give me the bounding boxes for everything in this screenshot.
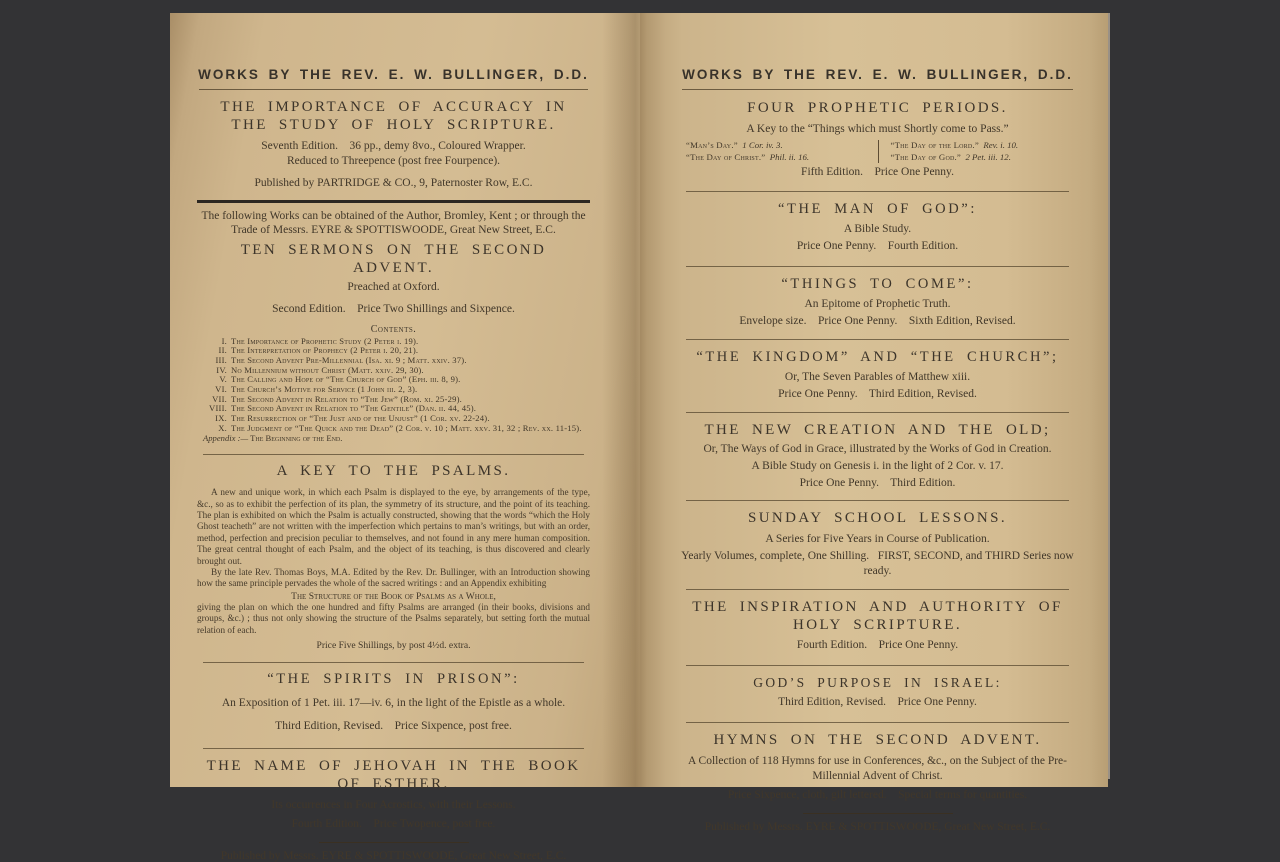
- things-to-come-line1: An Epitome of Prophetic Truth.: [804, 298, 951, 311]
- accuracy-price: Reduced to Threepence (post free Fourpence).: [286, 155, 501, 168]
- esther-line2: Fourth Edition. Price Twopence, post free.: [291, 818, 496, 831]
- book-scan: [170, 13, 1108, 862]
- left-page-header: WORKS BY THE REV. E. W. BULLINGER, D.D.: [198, 67, 589, 82]
- section-rule: [686, 589, 1069, 590]
- contents-item: V. The Calling and Hope of “The Church of God” (Eph. iii. 8, 9).: [219, 374, 461, 385]
- contents-list: [197, 337, 590, 444]
- section-rule: [686, 339, 1069, 340]
- section-sunday-school: [680, 510, 1075, 579]
- four-periods-title: FOUR PROPHETIC PERIODS.: [747, 100, 1008, 116]
- things-to-come-line2: Envelope size. Price One Penny. Sixth Edition, Revised.: [739, 315, 1016, 328]
- contents-item: VII. The Second Advent in Relation to “The Jew” (Rom. xi. 25-29).: [212, 393, 463, 404]
- section-four-periods: [680, 100, 1075, 180]
- section-ten-sermons: [197, 242, 590, 443]
- contents-heading: Contents.: [370, 323, 417, 335]
- right-publisher: Published by Messrs. EYRE & SPOTTISWOODE, Great New Street, E.C.: [704, 820, 1051, 833]
- accuracy-title: THE IMPORTANCE OF ACCURACY IN THE STUDY OF HOLY SCRIPTURE.: [220, 99, 567, 133]
- right-page-header: WORKS BY THE REV. E. W. BULLINGER, D.D.: [682, 67, 1073, 82]
- spirits-line1: An Exposition of 1 Pet. iii. 17—iv. 6, in the light of the Epistle as a whole.: [221, 697, 566, 710]
- hymns-title: HYMNS ON THE SECOND ADVENT.: [713, 732, 1042, 749]
- sunday-school-title: SUNDAY SCHOOL LESSONS.: [747, 510, 1008, 527]
- contents-item: III. The Second Advent Pre-Millennial (Isa. xi. 9 ; Matt. xxiv. 37).: [215, 354, 467, 365]
- contents-item: I. The Importance of Prophetic Study (2 Peter i. 19).: [221, 335, 419, 346]
- new-creation-line2: A Bible Study on Genesis i. in the light of 2 Cor. v. 17.: [751, 459, 1004, 472]
- spirits-title: “THE SPIRITS IN PRISON”:: [267, 671, 520, 688]
- section-rule: [686, 191, 1069, 192]
- four-periods-refs: [680, 140, 1075, 164]
- page-left: [170, 13, 640, 862]
- ref-line: “The Day of Christ.” Phil. ii. 16.: [686, 151, 810, 162]
- new-creation-line1: Or, The Ways of God in Grace, illustrated by the Works of God in Creation.: [703, 442, 1052, 455]
- refs-col-left: [680, 140, 878, 164]
- section-rule: [203, 748, 584, 749]
- spirits-line2: Third Edition, Revised. Price Sixpence, post free.: [275, 719, 512, 732]
- heavy-rule: [197, 200, 590, 203]
- accuracy-edition: Seventh Edition. 36 pp., demy 8vo., Coloured Wrapper.: [261, 140, 526, 153]
- accuracy-publisher: Published by PARTRIDGE & CO., 9, Paternoster Row, E.C.: [254, 177, 533, 190]
- page-right: [640, 13, 1108, 833]
- ten-sermons-title: TEN SERMONS ON THE SECOND ADVENT.: [240, 242, 547, 276]
- kingdom-church-line2: Price One Penny. Third Edition, Revised.: [778, 388, 977, 400]
- header-rule-left: [199, 89, 588, 90]
- section-accuracy: [197, 99, 590, 191]
- ten-sermons-edition: Second Edition. Price Two Shillings and Sixpence.: [272, 302, 515, 315]
- contents-appendix: Appendix :— The Beginning of the End.: [203, 432, 343, 443]
- man-of-god-title: “THE MAN OF GOD”:: [778, 201, 977, 218]
- section-rule: [203, 662, 584, 663]
- psalms-para3: giving the plan on which the one hundred and fifty Psalms are arranged (in their books, divisions and groups, &c.) ; thus not only showing the structure of the Psalms separately, but setting forth the mutual relation of each.: [197, 601, 590, 635]
- section-spirits: [197, 671, 590, 734]
- ref-line: “Man’s Day.” 1 Cor. iv. 3.: [686, 139, 783, 150]
- esther-title: THE NAME OF JEHOVAH IN THE BOOK OF ESTHER.: [206, 757, 581, 792]
- section-gods-purpose: [680, 675, 1075, 710]
- header-rule-right: [682, 89, 1073, 90]
- section-rule: [686, 412, 1069, 413]
- refs-col-right: [878, 140, 1076, 164]
- section-kingdom-church: [680, 349, 1075, 402]
- hymns-line1: A Collection of 118 Hymns for use in Conferences, &c., on the Subject of the Pre-Millennial Advent of Christ.: [688, 754, 1067, 782]
- sunday-school-line2: Yearly Volumes, complete, One Shilling. FIRST, SECOND, and THIRD Series now ready.: [681, 550, 1077, 577]
- left-publisher: Published by Messrs. EYRE & SPOTTISWOODE, Great New Street, E.C.: [220, 850, 567, 862]
- section-rule: [686, 266, 1069, 267]
- kingdom-church-title: “THE KINGDOM” AND “THE CHURCH”;: [696, 349, 1059, 366]
- psalms-structure-line: The Structure of the Book of Psalms as a Whole,: [291, 590, 496, 602]
- section-man-of-god: [680, 201, 1075, 254]
- ref-line: “The Day of the Lord.” Rev. i. 10.: [890, 139, 1019, 150]
- contents-item: II. The Interpretation of Prophecy (2 Peter i. 20, 21).: [218, 345, 419, 356]
- section-rule: [203, 454, 584, 455]
- section-hymns: [680, 732, 1075, 803]
- man-of-god-line2: Price One Penny. Fourth Edition.: [796, 240, 959, 253]
- contents-item: X. The Judgment of “The Quick and the Dead” (2 Cor. v. 10 ; Matt. xxv. 31, 32 ; Rev. xx. 11-15).: [218, 422, 582, 433]
- section-rule: [686, 665, 1069, 666]
- contents-item: IX. The Resurrection of “The Just and of the Unjust” (1 Cor. xv. 22-24).: [215, 413, 490, 424]
- section-rule: [686, 722, 1069, 723]
- ten-sermons-subtitle: Preached at Oxford.: [347, 280, 440, 293]
- psalms-para1: A new and unique work, in which each Psalm is displayed to the eye, by arrangements of the type, &c., so as to exhibit the perfection of its plan, the symmetry of its structure, and the point of its teaching. The plan is exhibited on which the Psalm is actually constructed, showing that the words “which the Holy Ghost teacheth” are not written with the imperfection which pertains to man’s writings, but with an order, method, perfection and precision peculiar to themselves, and not found in any mere human composition. The great central thought of each Psalm, and the object of its teaching, is thus discovered and clearly brought out.: [197, 487, 590, 566]
- obtain-notice: The following Works can be obtained of the Author, Bromley, Kent ; or through the Trade of Messrs. EYRE & SPOTTISWOODE, Great New Street, E.C.: [201, 210, 586, 236]
- inspiration-line1: Fourth Edition. Price One Penny.: [796, 639, 959, 652]
- contents-item: VI. The Church’s Motive for Service (1 John iii. 2, 3).: [215, 384, 418, 395]
- section-inspiration: [680, 599, 1075, 653]
- esther-line1: Its occurrences in Four Acrostics, with their Lessons.: [271, 799, 516, 812]
- four-periods-subtitle: A Key to the “Things which must Shortly come to Pass.”: [746, 122, 1009, 135]
- section-esther: [197, 758, 590, 832]
- section-rule: [686, 500, 1069, 501]
- new-creation-title: THE NEW CREATION AND THE OLD;: [704, 421, 1051, 438]
- sunday-school-line1: A Series for Five Years in Course of Publication.: [765, 533, 990, 546]
- man-of-god-line1: A Bible Study.: [843, 223, 912, 236]
- contents-item: VIII. The Second Advent in Relation to “The Gentile” (Dan. ii. 44, 45).: [209, 403, 477, 414]
- short-rule: [803, 813, 953, 814]
- inspiration-title: THE INSPIRATION AND AUTHORITY OF HOLY SCRIPTURE.: [692, 598, 1063, 633]
- ref-line: “The Day of God.” 2 Pet. iii. 12.: [890, 151, 1011, 162]
- gods-purpose-title: GOD’S PURPOSE IN ISRAEL:: [753, 675, 1002, 691]
- section-new-creation: [680, 422, 1075, 491]
- psalms-price: Price Five Shillings, by post 4½d. extra.: [316, 640, 471, 652]
- four-periods-edition: Fifth Edition. Price One Penny.: [801, 166, 954, 179]
- new-creation-line3: Price One Penny. Third Edition.: [799, 476, 956, 489]
- short-rule: [319, 842, 469, 843]
- gods-purpose-line1: Third Edition, Revised. Price One Penny.: [778, 696, 977, 709]
- contents-item: IV. No Millennium without Christ (Matt. xxiv. 29, 30).: [216, 364, 424, 375]
- kingdom-church-line1: Or, The Seven Parables of Matthew xiii.: [784, 371, 971, 384]
- section-things-to-come: [680, 276, 1075, 329]
- psalms-title: A KEY TO THE PSALMS.: [276, 463, 511, 480]
- psalms-para2: By the late Rev. Thomas Boys, M.A. Edited by the Rev. Dr. Bullinger, with an Introduction showing how the same principle pervades the whole of the sacred writings : and an Appendix exhibiting: [197, 567, 590, 589]
- things-to-come-title: “THINGS TO COME”:: [781, 276, 974, 293]
- section-psalms: [197, 463, 590, 651]
- hymns-line2: Price Sixpence, cloth, gilt lettered. Special terms for quantities.: [727, 788, 1028, 801]
